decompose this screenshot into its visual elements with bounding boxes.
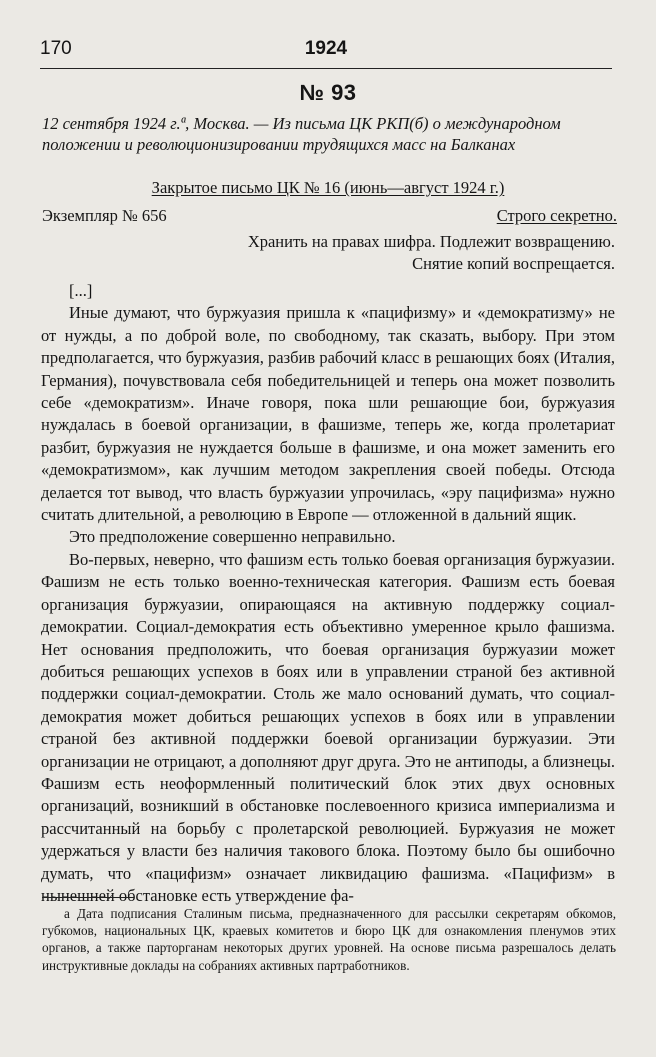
page-header: [40, 36, 612, 69]
body-paragraph: Иные думают, что буржуазия пришла к «пацифизму» и «демократизму» не от нужды, а по доброй воле, по свободному, так сказать, выбору. При этом предполагается, что буржуазия, разбив рабочий класс в решающих боях (Италия, Германия), почувствовала себя победительницей и теперь она может позволить себе «демократизм». Иначе говоря, пока шли решающие бои, буржуазия нуждалась в боевой организации, в фашизме, теперь же, когда пролетариат разбит, буржуазия не нуждается больше в фашизме, и она может заменить его «демократизмом», как лучшим методом закрепления своей победы. Отсюда делается тот вывод, что власть буржуазии упрочилась, «эру пацифизма» нужно считать длительной, а революцию в Европе — отложенной в дальний ящик.: [41, 303, 615, 525]
document-title-wrap: [0, 178, 656, 198]
omission-mark: [...]: [69, 281, 93, 300]
document-meta-row: [42, 206, 617, 230]
document-title: Закрытое письмо ЦК № 16 (июнь—август 1924 г.): [151, 178, 505, 197]
document-heading: 12 сентября 1924 г.ª, Москва. — Из письма ЦК РКП(б) о международном положении и революционизировании трудящихся масс на Балканах: [42, 114, 561, 154]
page-number: 170: [40, 38, 72, 59]
document-number: № 93: [299, 80, 357, 105]
footnote-divider: [42, 897, 134, 898]
body-paragraph: Во-первых, неверно, что фашизм есть только боевая организация буржуазии. Фашизм не есть только военно-техническая категория. Фашизм есть боевая организация буржуазии, опирающаяся на активную поддержку социал-демократии. Социал-демократия есть объективно умеренное крыло фашизма. Нет основания предположить, что боевая организация буржуазии может добиться решающих успехов в боях или в управлении страной без активной поддержки социал-демократии. Столь же мало оснований думать, что социал-демократия может добиться решающих успехов в боях или в управлении страной без активной поддержки боевой организации буржуазии. Эти организации не отрицают, а дополняют друг друга. Это не антиподы, а близнецы. Фашизм есть неоформленный политический блок этих двух основных организаций, возникший в обстановке послевоенного кризиса империализма и рассчитанный на борьбу с пролетарской революцией. Буржуазия не может удержаться у власти без наличия такового блока. Поэтому было бы ошибочно думать, что «пацифизм» означает ликвидацию фашизма. «Пацифизм» в нынешней обстановке есть утверждение фа-: [41, 549, 615, 905]
letter-body: [41, 280, 615, 907]
classification-mark: Строго секретно.: [496, 206, 617, 225]
copy-note: Снятие копий воспрещается.: [412, 254, 615, 273]
body-paragraph: Это предположение совершенно неправильно.: [69, 527, 396, 547]
storage-note: Хранить на правах шифра. Подлежит возвращению.: [247, 232, 615, 251]
footnote: а Дата подписания Сталиным письма, предназначенного для рассылки секретарям обкомов, губкомов, национальных ЦК, краевых комитетов и бюро ЦК для ознакомления пленумов этих органов, а также парторганам некоторых других уровней. На основе письма разрешалось делать инструктивные доклады на собраниях активных партработников.: [42, 906, 616, 973]
running-head-year: 1924: [304, 38, 348, 59]
copy-number: Экземпляр № 656: [42, 206, 167, 225]
